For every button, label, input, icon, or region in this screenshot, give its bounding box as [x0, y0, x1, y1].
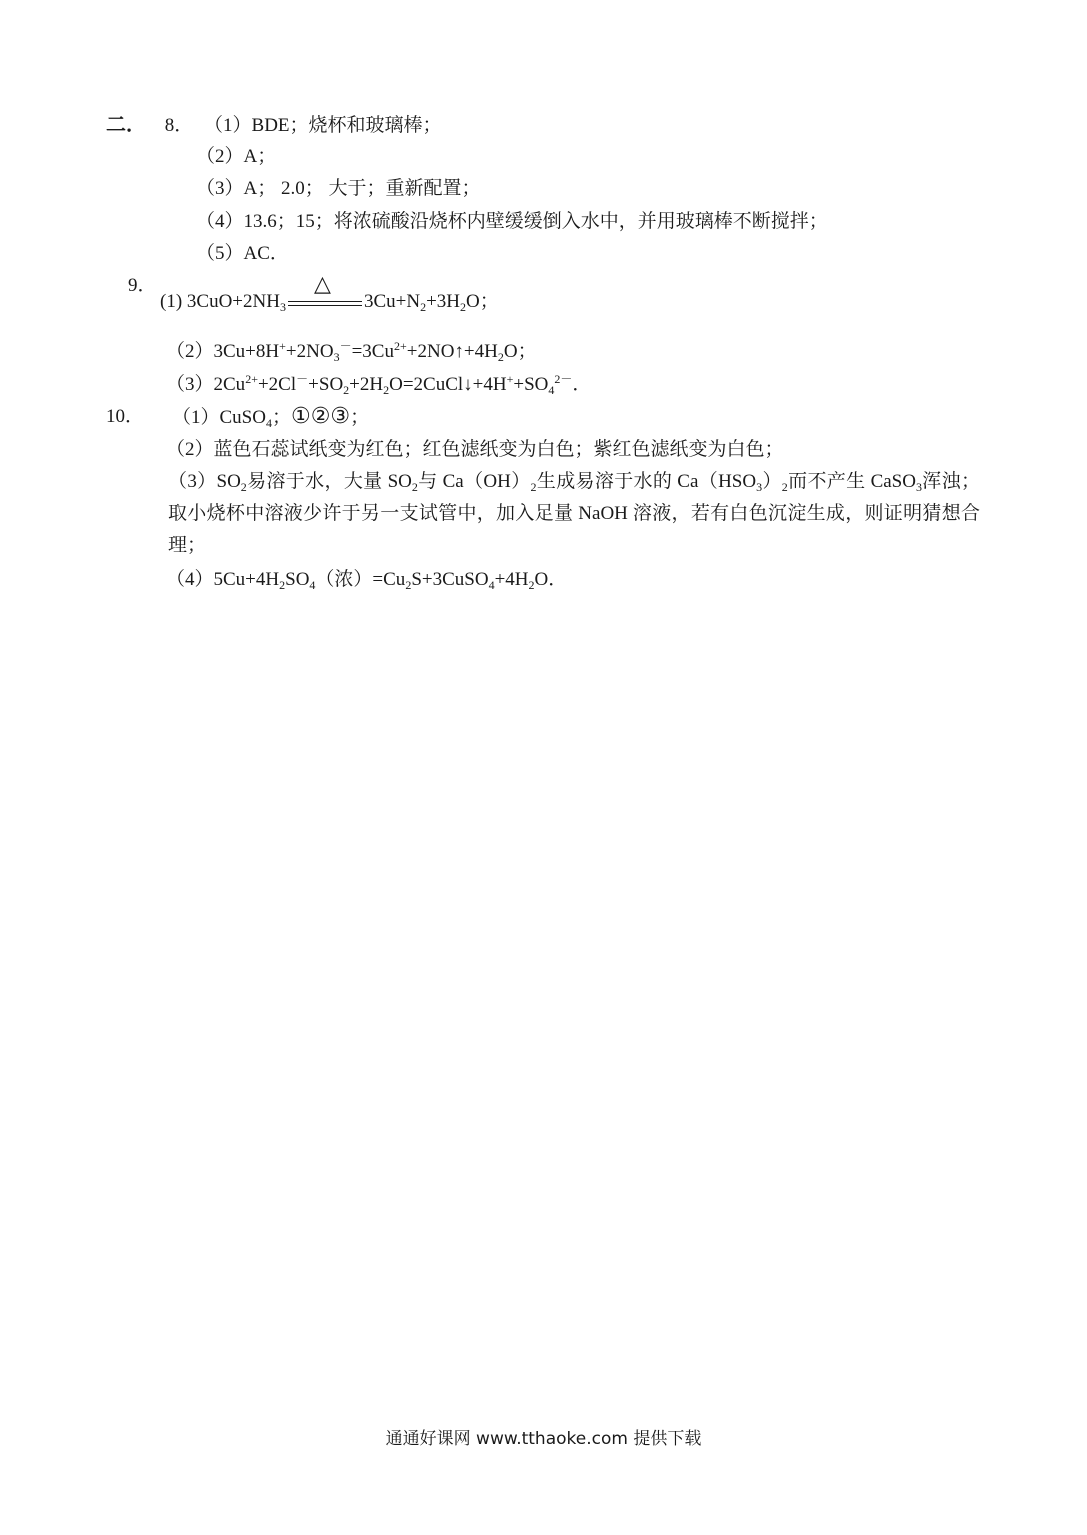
- q9-p3-text: +SO: [513, 374, 549, 395]
- q8-part-5: （5）AC．: [196, 243, 289, 264]
- q8-line-1: [106, 112, 442, 138]
- superscript: +: [506, 372, 514, 386]
- q9-number: 9．: [128, 275, 157, 296]
- q9-p3-text: +2Cl: [257, 374, 297, 395]
- q9-p2-text: O；: [503, 341, 537, 362]
- q9-p3-text: +SO: [308, 374, 344, 395]
- q9-p2-text: =3Cu: [351, 341, 394, 362]
- subscript: 2: [460, 300, 467, 314]
- superscript: 2+: [245, 372, 258, 386]
- superscript: －: [296, 372, 309, 386]
- q10-part-4: [166, 568, 567, 592]
- superscript: +: [279, 339, 286, 353]
- q10-p3-text: 而不产生 CaSO: [787, 471, 916, 492]
- subscript: 2: [383, 383, 390, 397]
- q10-p3-text: 与 Ca（OH）: [417, 471, 531, 492]
- q9-p1-text: 3Cu+N: [363, 291, 421, 312]
- q9-p3-text: O=2CuCl↓+4H: [389, 374, 507, 395]
- q9-part-1: [160, 271, 499, 315]
- q9-p1-text: O；: [466, 291, 499, 312]
- q10-part-1: [172, 405, 369, 430]
- q8-number: 8．: [164, 115, 194, 136]
- q10-p4-text: O．: [534, 569, 568, 590]
- q10-p4-text: S+3CuSO: [411, 569, 489, 590]
- q9-p2-text: +2NO↑+4H: [406, 341, 498, 362]
- q9-part-2: [166, 340, 537, 364]
- q10-number: 10．: [106, 406, 145, 427]
- subscript: 3: [756, 480, 763, 494]
- q10-p3-text: 生成易溶于水的 Ca（HSO: [536, 471, 757, 492]
- heating-condition-sign: [288, 271, 362, 315]
- subscript: 2: [528, 578, 535, 592]
- q10-p1-text: ；: [271, 407, 291, 428]
- subscript: 2: [240, 480, 247, 494]
- superscript: 2－: [554, 372, 573, 386]
- subscript: 3: [279, 300, 286, 314]
- q8-part-3: （3）A； 2.0； 大于；重新配置；: [196, 178, 481, 199]
- superscript: 2+: [393, 339, 407, 353]
- q10-p1-text: （1）CuSO: [172, 407, 266, 428]
- q9-p3-text: ．: [572, 374, 592, 395]
- subscript: 3: [915, 480, 922, 494]
- subscript: 4: [548, 383, 555, 397]
- q8-part-1: （1）BDE；烧杯和玻璃棒；: [204, 115, 442, 136]
- q8-part-4: （4）13.6；15；将浓硫酸沿烧杯内壁缓缓倒入水中，并用玻璃棒不断搅拌；: [196, 211, 828, 232]
- q10-p3-text: ）: [762, 471, 782, 492]
- q10-p3-text: （3）SO: [168, 471, 241, 492]
- subscript: 2: [405, 578, 412, 592]
- q10-part-3: [168, 466, 980, 562]
- q10-p4-text: +4H: [494, 569, 529, 590]
- q10-p1-text: ；: [350, 407, 370, 428]
- subscript: 4: [265, 416, 272, 430]
- q10-p4-text: （4）5Cu+4H: [166, 569, 280, 590]
- q9-p1-text: +3H: [426, 291, 461, 312]
- q9-part-3: [166, 373, 591, 397]
- superscript: －: [339, 339, 352, 353]
- q10-p4-text: （浓）=Cu: [315, 569, 406, 590]
- q8-part-2: （2）A；: [196, 146, 277, 167]
- subscript: 2: [497, 350, 504, 364]
- equals-bar-top: [288, 301, 362, 302]
- q9-p2-text: （2）3Cu+8H: [166, 341, 280, 362]
- q9-p3-text: （3）2Cu: [166, 374, 246, 395]
- subscript: 4: [309, 578, 316, 592]
- subscript: 3: [333, 350, 340, 364]
- subscript: 2: [420, 300, 427, 314]
- q9-p3-text: +2H: [349, 374, 384, 395]
- subscript: 2: [411, 480, 418, 494]
- equals-bar-bottom: [288, 305, 362, 306]
- subscript: 4: [488, 578, 495, 592]
- subscript: 2: [781, 480, 788, 494]
- q10-p3-text: 浑浊；取小烧杯中溶液少许于另一支试管中，加入足量 NaOH 溶液，若有白色沉淀生成，则证明猜想合理；: [168, 471, 980, 556]
- circled-numbers: ①②③: [290, 404, 351, 429]
- delta-symbol: △: [313, 271, 331, 297]
- subscript: 2: [279, 578, 286, 592]
- footer-credit: 通通好课网 www.tthaoke.com 提供下载: [385, 1429, 702, 1449]
- q10-p3-text: 易溶于水，大量 SO: [246, 471, 412, 492]
- section-mark: 二．: [106, 112, 146, 136]
- q9-p2-text: +2NO: [285, 341, 334, 362]
- subscript: 2: [530, 480, 537, 494]
- q9-p1-text: (1) 3CuO+2NH: [160, 291, 280, 312]
- q10-p4-text: SO: [285, 569, 310, 590]
- q10-part-2: （2）蓝色石蕊试纸变为红色；红色滤纸变为白色；紫红色滤纸变为白色；: [166, 439, 784, 460]
- subscript: 2: [343, 383, 350, 397]
